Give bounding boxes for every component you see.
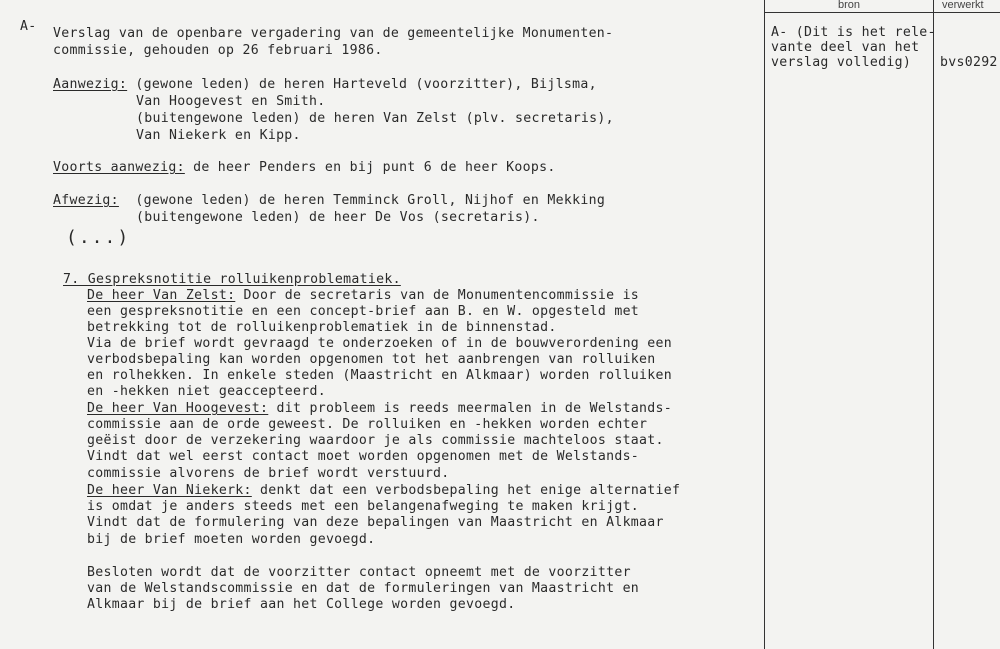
zelst-line bbox=[87, 287, 639, 304]
margin-mark: A- bbox=[20, 19, 37, 34]
aanwezig-line bbox=[53, 76, 597, 93]
voorts-line bbox=[53, 159, 556, 176]
body-line: is omdat je anders steeds met een belangenafweging te maken krijgt. bbox=[87, 499, 640, 514]
zelst-text: Door de secretaris van de Monumentencommissie is bbox=[235, 288, 640, 303]
niekerk-text: denkt dat een verbodsbepaling het enige alternatief bbox=[251, 483, 681, 498]
aanwezig-line: Van Hoogevest en Smith. bbox=[136, 94, 326, 109]
zelst-label: De heer Van Zelst: bbox=[87, 288, 236, 303]
afwezig-label: Afwezig: bbox=[53, 193, 119, 208]
niekerk-line bbox=[87, 482, 680, 499]
body-line: en rolhekken. In enkele steden (Maastricht en Alkmaar) worden rolluiken bbox=[87, 368, 673, 383]
hoogevest-label: De heer Van Hoogevest: bbox=[87, 401, 269, 416]
aanwezig-text: (gewone leden) de heren Harteveld (voorzitter), Bijlsma, bbox=[127, 77, 597, 92]
bron-note-line: verslag volledig) bbox=[771, 55, 912, 70]
decision-line: Alkmaar bij de brief aan het College worden gevoegd. bbox=[87, 597, 516, 612]
hoogevest-line bbox=[87, 400, 672, 417]
body-line: bij de brief moeten worden gevoegd. bbox=[87, 532, 376, 547]
bron-note-line: A- (Dit is het rele- bbox=[771, 25, 936, 40]
body-line: betrekking tot de rolluikenproblematiek in de binnenstad. bbox=[87, 320, 557, 335]
hoogevest-text: dit probleem is reeds meermalen in de Welstands- bbox=[268, 401, 673, 416]
item-heading: 7. Gespreksnotitie rolluikenproblematiek. bbox=[63, 272, 401, 287]
bron-left-rule bbox=[764, 0, 765, 649]
afwezig-text: (gewone leden) de heren Temminck Groll, Nijhof en Mekking bbox=[118, 193, 606, 208]
niekerk-label: De heer Van Niekerk: bbox=[87, 483, 252, 498]
bron-note-line: vante deel van het bbox=[771, 40, 920, 55]
aanwezig-line: Van Niekerk en Kipp. bbox=[136, 128, 301, 143]
body-line: Vindt dat wel eerst contact moet worden opgenomen met de Welstands- bbox=[87, 449, 640, 464]
header-rule bbox=[764, 12, 1000, 13]
voorts-label: Voorts aanwezig: bbox=[53, 160, 185, 175]
body-line: verbodsbepaling kan worden opgenomen tot het aanbrengen van rolluiken bbox=[87, 352, 656, 367]
verwerkt-code: bvs0292 bbox=[940, 55, 998, 70]
intro-line: Verslag van de openbare vergadering van de gemeentelijke Monumenten- bbox=[53, 26, 614, 41]
body-line: commissie alvorens de brief wordt verstuurd. bbox=[87, 466, 450, 481]
bron-header: bron bbox=[838, 0, 861, 11]
body-line: en -hekken niet geaccepteerd. bbox=[87, 384, 326, 399]
verwerkt-header: verwerkt bbox=[942, 0, 984, 11]
voorts-text: de heer Penders en bij punt 6 de heer Koops. bbox=[184, 160, 556, 175]
aanwezig-line: (buitengewone leden) de heren Van Zelst (plv. secretaris), bbox=[136, 111, 614, 126]
aanwezig-label: Aanwezig: bbox=[53, 77, 128, 92]
afwezig-line bbox=[53, 192, 605, 209]
ellipsis: (...) bbox=[66, 227, 131, 248]
body-line: commissie aan de orde geweest. De rolluiken en -hekken worden echter bbox=[87, 417, 648, 432]
body-line: geëist door de verzekering waardoor je als commissie machteloos staat. bbox=[87, 433, 664, 448]
body-line: een gespreksnotitie en een concept-brief aan B. en W. opgesteld met bbox=[87, 304, 640, 319]
decision-line: Besloten wordt dat de voorzitter contact opneemt met de voorzitter bbox=[87, 565, 631, 580]
afwezig-line: (buitengewone leden) de heer De Vos (secretaris). bbox=[136, 210, 540, 225]
decision-line: van de Welstandscommissie en dat de formuleringen van Maastricht en bbox=[87, 581, 640, 596]
body-line: Vindt dat de formulering van deze bepalingen van Maastricht en Alkmaar bbox=[87, 515, 664, 530]
bron-right-rule bbox=[933, 0, 934, 649]
intro-line: commissie, gehouden op 26 februari 1986. bbox=[53, 43, 383, 58]
body-line: Via de brief wordt gevraagd te onderzoeken of in de bouwverordening een bbox=[87, 336, 673, 351]
